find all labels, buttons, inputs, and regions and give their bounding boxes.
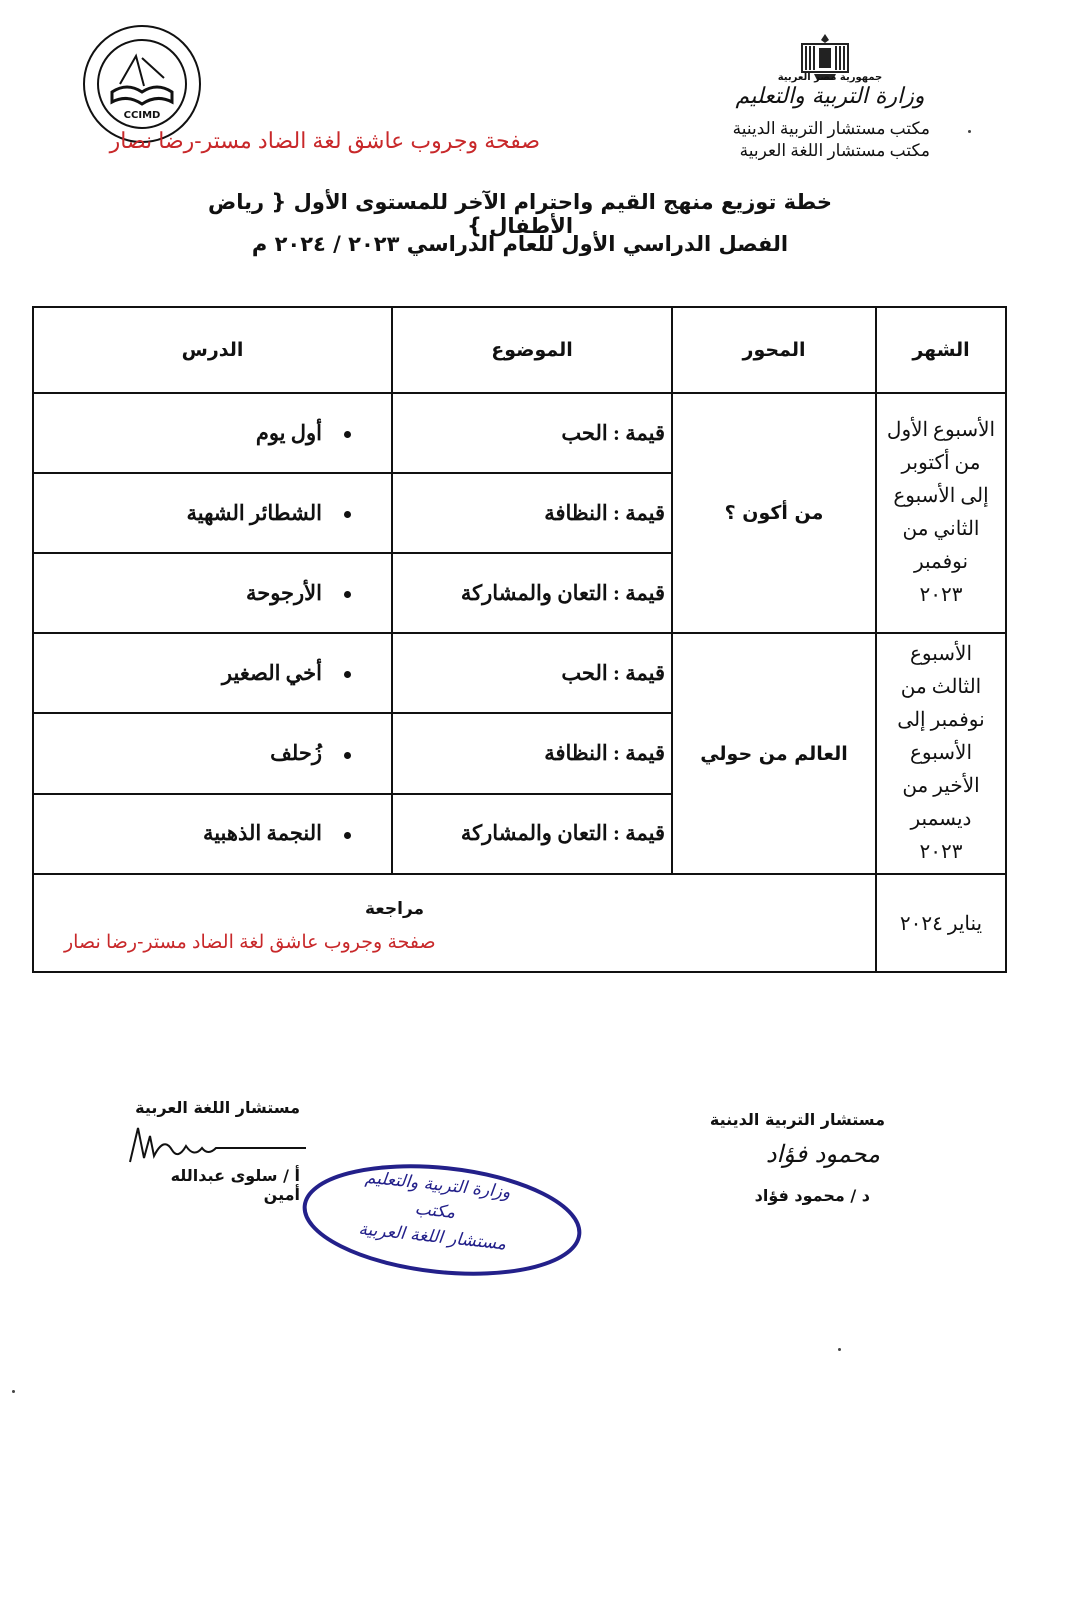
month-line: الأسبوع الأول (886, 419, 996, 441)
table-row (33, 633, 1006, 713)
stamp-line: مستشار اللغة العربية (357, 1219, 507, 1255)
month-line: ٢٠٢٣ (919, 584, 963, 606)
header-month: الشهر (876, 307, 1006, 393)
lesson-text: زُحلف (270, 740, 322, 765)
topic-cell: قيمة : النظافة (392, 473, 672, 553)
lesson-cell (33, 713, 392, 793)
month-line: الأخير من (902, 775, 980, 797)
month-line: إلى الأسبوع (893, 485, 989, 507)
topic-cell: قيمة : النظافة (392, 713, 672, 793)
svg-text:CCIMD: CCIMD (123, 110, 161, 121)
topic-cell: قيمة : الحب (392, 393, 672, 473)
bullet-icon (344, 511, 351, 518)
month-line: الأسبوع (909, 742, 973, 764)
month-line: الثاني من (902, 518, 980, 540)
lesson-text: أخي الصغير (221, 660, 322, 685)
lesson-cell (33, 553, 392, 633)
office-line-arabic: مكتب مستشار اللغة العربية (739, 141, 930, 160)
month-cell (876, 633, 1006, 874)
table-row (33, 393, 1006, 473)
bullet-icon (344, 671, 351, 678)
review-month-cell: يناير ٢٠٢٤ (876, 874, 1006, 972)
watermark-top: صفحة وجروب عاشق لغة الضاد مستر-رضا نصار (109, 128, 540, 153)
month-line: ديسمبر (910, 808, 972, 830)
office-line-religious: مكتب مستشار التربية الدينية (732, 119, 930, 138)
document-title: خطة توزيع منهج القيم واحترام الآخر للمستوى الأول { رياض الأطفال } (207, 190, 832, 238)
religious-advisor-title: مستشار التربية الدينية (709, 1110, 885, 1129)
arabic-advisor-name: أ / سلوى عبدالله أمين (170, 1166, 300, 1204)
bullet-icon (344, 752, 351, 759)
header-topic: الموضوع (392, 307, 672, 393)
month-line: الثالث من (900, 676, 982, 698)
office-lines (700, 118, 930, 162)
review-content-cell (33, 874, 876, 972)
bullet-icon (344, 591, 351, 598)
stray-mark (838, 1348, 841, 1351)
stamp-line: مكتب (413, 1198, 457, 1224)
month-line: الأسبوع (909, 643, 973, 665)
stray-mark (12, 1390, 15, 1393)
lesson-cell (33, 633, 392, 713)
lesson-text: الشطائر الشهية (186, 500, 322, 525)
topic-cell: قيمة : التعان والمشاركة (392, 794, 672, 874)
arabic-advisor-title: مستشار اللغة العربية (135, 1098, 300, 1117)
curriculum-plan-table (32, 306, 1007, 973)
lesson-cell (33, 393, 392, 473)
topic-cell: قيمة : التعان والمشاركة (392, 553, 672, 633)
signature-scrawl-left-icon (126, 1122, 311, 1166)
review-row (33, 874, 1006, 972)
document-subtitle: الفصل الدراسي الأول للعام الدراسي ٢٠٢٣ / ٢٠٢٤ م (251, 232, 789, 256)
axis-cell: من أكون ؟ (672, 393, 876, 633)
signature-scrawl-right: محمود فؤاد (765, 1140, 880, 1168)
country-name: جمهورية مصر العربية (777, 72, 883, 83)
religious-advisor-name: د / محمود فؤاد (754, 1186, 870, 1205)
lesson-cell (33, 473, 392, 553)
stamp-line: وزارة التربية والتعليم (364, 1167, 512, 1203)
month-cell (876, 393, 1006, 633)
month-line: ٢٠٢٣ (919, 841, 963, 863)
ministry-name: وزارة التربية والتعليم (735, 84, 925, 109)
table-header-row (33, 307, 1006, 393)
lesson-text: الأرجوحة (245, 580, 322, 605)
header-lesson: الدرس (33, 307, 392, 393)
month-line: نوفمبر إلى (897, 709, 985, 731)
lesson-cell (33, 794, 392, 874)
month-line: من أكتوبر (901, 452, 981, 474)
topic-cell: قيمة : الحب (392, 633, 672, 713)
watermark-middle: صفحة وجروب عاشق لغة الضاد مستر-رضا نصار (64, 932, 436, 953)
bullet-icon (344, 431, 351, 438)
axis-cell: العالم من حولي (672, 633, 876, 874)
lesson-text: أول يوم (255, 420, 322, 445)
month-line: نوفمبر (913, 551, 969, 573)
stray-mark (968, 130, 971, 133)
review-text: مراجعة (364, 899, 425, 919)
header-axis: المحور (672, 307, 876, 393)
bullet-icon (344, 832, 351, 839)
lesson-text: النجمة الذهبية (202, 821, 322, 846)
